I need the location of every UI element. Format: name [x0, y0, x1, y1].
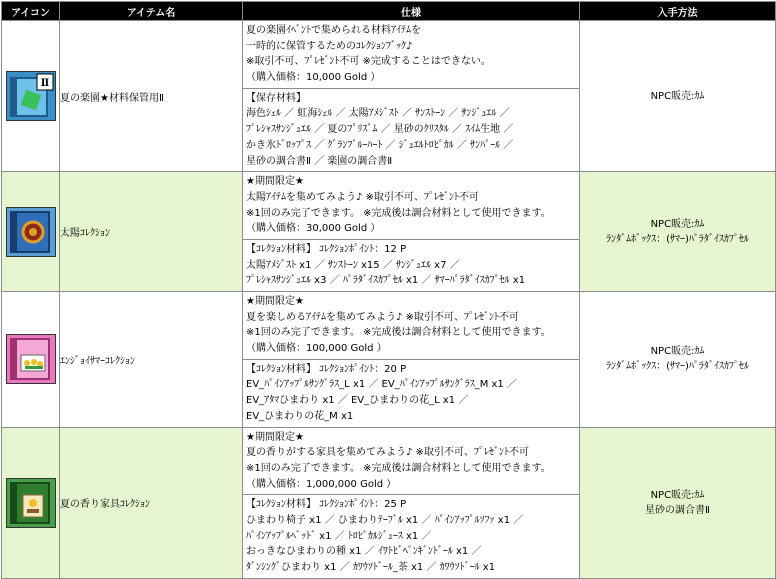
obtain-cell — [580, 292, 776, 428]
spec-description — [243, 428, 579, 495]
header-spec: 仕様 — [243, 2, 580, 21]
obtain-line: ﾗﾝﾀﾞﾑﾎﾞｯｸｽ：(ｻﾏｰ)ﾊﾟﾗﾀﾞｲｽｶﾌﾟｾﾙ — [606, 233, 749, 245]
book-furniture-icon — [6, 478, 56, 528]
icon-badge-text: Ⅱ — [40, 78, 49, 90]
item-name: 夏の香り家具ｺﾚｸｼｮﾝ — [60, 427, 243, 578]
obtain-line: 星砂の調合書Ⅱ — [645, 504, 710, 516]
obtain-cell — [580, 172, 776, 292]
header-row — [2, 2, 776, 21]
spec-line: ﾌﾟﾚｼｬｽｻﾝｼﾞｭｴﾙ x3 ／ ﾊﾟﾗﾀﾞｲｽｶﾌﾟｾﾙ x1 ／ ｻﾏｰﾊﾟﾗﾀﾞｲｽｶﾌﾟｾﾙ x1 — [246, 275, 526, 287]
spec-description — [243, 172, 579, 239]
spec-line: ※取引不可、ﾌﾟﾚｾﾞﾝﾄ不可 ※完成することはできない。 — [246, 56, 491, 68]
spec-line: おっきなひまわりの種 x1 ／ ｲﾜﾄﾋﾞﾍﾟﾝｷﾞﾝﾄﾞｰﾙ x1 ／ — [246, 546, 482, 558]
spec-line: ひまわり椅子 x1 ／ ひまわりﾃｰﾌﾞﾙ x1 ／ ﾊﾟｲﾝｱｯﾌﾟﾙｿﾌｧ x1 ／ — [246, 514, 524, 526]
item-name: 太陽ｺﾚｸｼｮﾝ — [60, 172, 243, 292]
spec-line: ※1回のみ完了できます。 ※完成後は調合材料として使用できます。 — [246, 327, 551, 339]
spec-line: 【保存材料】 — [246, 92, 306, 104]
obtain-cell — [580, 427, 776, 578]
spec-line: （購入価格：100,000 Gold ） — [246, 343, 387, 355]
icon-cell — [2, 21, 60, 172]
spec-line: 太陽ｱﾒｼﾞｽﾄ x1 ／ ｻﾝｽﾄｰﾝ x15 ／ ｻﾝｼﾞｭｴﾙ x7 ／ — [246, 259, 460, 271]
spec-cell — [243, 427, 580, 578]
spec-line: EV_ﾊﾟｲﾝｱｯﾌﾟﾙｻﾝｸﾞﾗｽ_L x1 ／ EV_ﾊﾟｲﾝｱｯﾌﾟﾙｻﾝｸﾞﾗｽ_M x1 ／ — [246, 379, 517, 391]
spec-line: （購入価格：1,000,000 Gold ） — [246, 478, 397, 490]
spec-line: 太陽ｱｲﾃﾑを集めてみよう♪ ※取引不可、ﾌﾟﾚｾﾞﾝﾄ不可 — [246, 191, 479, 203]
spec-line: 【ｺﾚｸｼｮﾝ材料】 ｺﾚｸｼｮﾝﾎﾟｲﾝﾄ：12 P — [246, 243, 407, 255]
spec-line: 夏を楽しめるｱｲﾃﾑを集めてみよう♪ ※取引不可、ﾌﾟﾚｾﾞﾝﾄ不可 — [246, 311, 519, 323]
items-table — [1, 1, 776, 579]
spec-line: EV_ひまわりの花_M x1 — [246, 410, 354, 422]
spec-materials — [243, 88, 579, 171]
spec-line: ※1回のみ完了できます。 ※完成後は調合材料として使用できます。 — [246, 207, 551, 219]
spec-line: ﾊﾟｲﾝｱｯﾌﾟﾙﾍﾞｯﾄﾞ x1 ／ ﾄﾛﾋﾟｶﾙｼﾞｭｰｽ x1 ／ — [246, 530, 432, 542]
book-ii-icon — [6, 71, 56, 121]
spec-cell — [243, 292, 580, 428]
spec-line: （購入価格：30,000 Gold ） — [246, 223, 381, 235]
spec-line: ﾌﾟﾚｼｬｽｻﾝｼﾞｭｴﾙ ／ 夏のﾌﾟﾘｽﾞﾑ ／ 星砂のｸﾘｽﾀﾙ ／ ｽｲﾑ生地 ／ — [246, 124, 514, 136]
spec-line: かき氷ﾄﾞﾛｯﾌﾟｽ ／ ｸﾞﾗﾝﾌﾞﾙｰﾊｰﾄ ／ ｼﾞｭｴﾙﾄﾛﾋﾟｶﾙ ／ ｻﾝﾊﾟｰﾙ ／ — [246, 139, 514, 151]
spec-line: ※1回のみ完了できます。 ※完成後は調合材料として使用できます。 — [246, 462, 551, 474]
spec-cell — [243, 21, 580, 172]
spec-line: ★期間限定★ — [246, 431, 304, 443]
obtain-line: NPC販売:ｶﾑ — [650, 90, 705, 102]
obtain-line: NPC販売:ｶﾑ — [650, 218, 705, 230]
spec-materials — [243, 239, 579, 291]
table-row — [2, 292, 776, 428]
spec-cell — [243, 172, 580, 292]
spec-line: ﾀﾞﾝｼﾝｸﾞひまわり x1 ／ ｶﾜｳｿﾄﾞｰﾙ_茶 x1 ／ ｶﾜｳｿﾄﾞｰﾙ x1 — [246, 562, 496, 573]
table-row — [2, 21, 776, 172]
spec-line: EV_ｱﾀﾏひまわり x1 ／ EV_ひまわりの花_L x1 ／ — [246, 395, 469, 407]
spec-materials — [243, 494, 579, 577]
spec-line: （購入価格：10,000 Gold ） — [246, 72, 381, 84]
header-obtain: 入手方法 — [580, 2, 776, 21]
spec-line: ★期間限定★ — [246, 296, 304, 307]
spec-line: 夏の楽園ｲﾍﾞﾝﾄで集められる材料ｱｲﾃﾑを — [246, 25, 421, 36]
table-row — [2, 172, 776, 292]
item-name: 夏の楽園★材料保管用Ⅱ — [60, 21, 243, 172]
spec-line: 海色ｼｪﾙ ／ 虹海ｼｪﾙ ／ 太陽ｱﾒｼﾞｽﾄ ／ ｻﾝｽﾄｰﾝ ／ ｻﾝｼﾞｭｴﾙ ／ — [246, 108, 510, 120]
obtain-line: NPC販売:ｶﾑ — [650, 489, 705, 501]
spec-line: ★期間限定★ — [246, 176, 304, 188]
header-icon: アイコン — [2, 2, 60, 21]
spec-materials — [243, 359, 579, 427]
header-name: アイテム名 — [60, 2, 243, 21]
obtain-cell — [580, 21, 776, 172]
spec-line: 夏の香りがする家具を集めてみよう♪ ※取引不可、ﾌﾟﾚｾﾞﾝﾄ不可 — [246, 447, 529, 459]
spec-line: 【ｺﾚｸｼｮﾝ材料】 ｺﾚｸｼｮﾝﾎﾟｲﾝﾄ：25 P — [246, 499, 407, 511]
spec-line: 星砂の調合書Ⅱ ／ 楽園の調合書Ⅱ — [246, 155, 393, 167]
item-name: ｴﾝｼﾞｮｲｻﾏｰｺﾚｸｼｮﾝ — [60, 292, 243, 428]
book-summer-icon — [6, 334, 56, 384]
spec-line: 【ｺﾚｸｼｮﾝ材料】 ｺﾚｸｼｮﾝﾎﾟｲﾝﾄ：20 P — [246, 363, 407, 375]
book-sun-icon — [6, 207, 56, 257]
spec-description — [243, 292, 579, 359]
table-row — [2, 427, 776, 578]
obtain-line: ﾗﾝﾀﾞﾑﾎﾞｯｸｽ：(ｻﾏｰ)ﾊﾟﾗﾀﾞｲｽｶﾌﾟｾﾙ — [606, 361, 749, 373]
spec-line: 一時的に保管するためのｺﾚｸｼｮﾝﾌﾞｯｸ♪ — [246, 40, 413, 52]
obtain-line: NPC販売:ｶﾑ — [650, 346, 705, 358]
icon-cell — [2, 292, 60, 428]
icon-cell — [2, 172, 60, 292]
icon-cell — [2, 427, 60, 578]
spec-description — [243, 21, 579, 88]
